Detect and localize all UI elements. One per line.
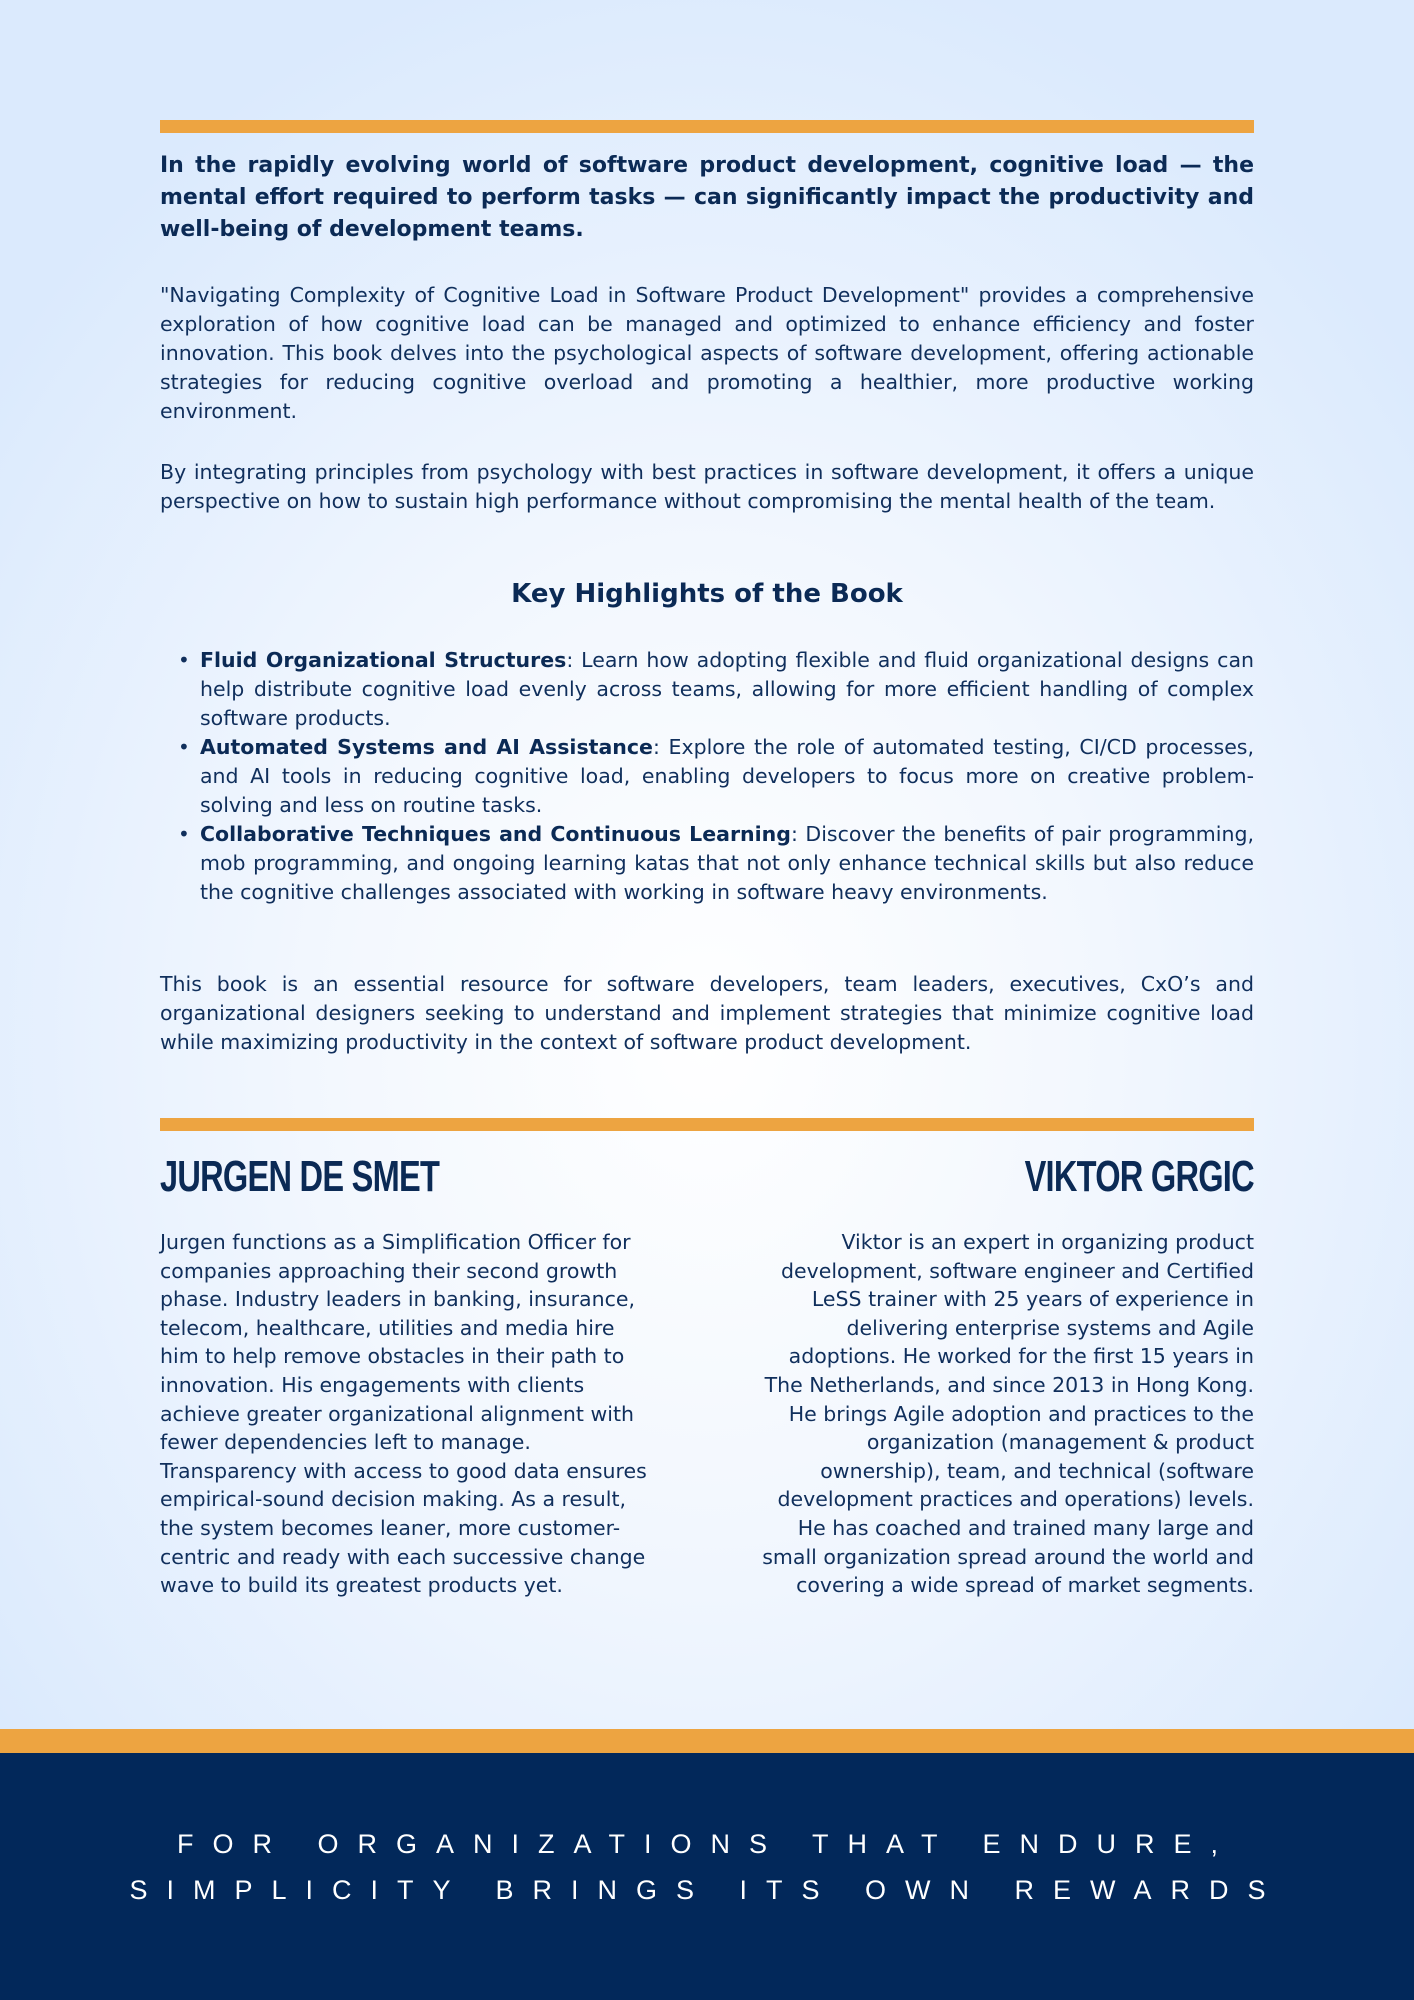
highlight-text: : Discover the benefits of pair programming, mob programming, and ongoing learning katas that not only enhance technical skills but also reduce the cognitive challenges associated with working in software heavy environments. — [200, 822, 1254, 904]
intro-paragraph-2: By integrating principles from psychology with best practices in software development, it offers a unique perspective on how to sustain high performance without compromising the mental health of the team. — [160, 460, 1254, 513]
top-accent-rule — [160, 120, 1254, 133]
intro-paragraph-1: "Navigating Complexity of Cognitive Load in Software Product Development" provides a comprehensive exploration of how cognitive load can be managed and optimized to enhance efficiency and foster innovation. This book delves into the psychological aspects of software development, offering actionable strategies for reducing cognitive overload and promoting a healthier, more productive working environment. — [160, 283, 1254, 423]
bullet-icon: • — [178, 822, 190, 846]
highlight-title: Collaborative Techniques and Continuous Learning — [200, 822, 791, 846]
author-bio-jurgen: Jurgen functions as a Simplification Officer for companies approaching their second growth phase. Industry leaders in banking, insurance, telecom, healthcare, utilities and media hire him to help remove obstacles in their path to innovation. His engagements with clients achieve greater organizational alignment with fewer dependencies left to manage. Transparency with access to good data ensures empirical-sound decision making. As a result, the system becomes leaner, more customer-centric and ready with each successive change wave to build its greatest products yet. — [160, 1230, 647, 1598]
highlight-text: : Learn how adopting flexible and fluid organizational designs can help distribute cognitive load evenly across teams, allowing for more efficient handling of complex software products. — [200, 648, 1254, 730]
intro-lead: In the rapidly evolving world of software product development, cognitive load — the mental effort required to perform tasks — can significantly impact the productivity and well-being of development teams. — [160, 153, 1254, 242]
bullet-icon: • — [178, 648, 190, 672]
author-bio-viktor: Viktor is an expert in organizing product development, software engineer and Certified LeSS trainer with 25 years of experience in delivering enterprise systems and Agile adoptions. He worked for the first 15 years in The Netherlands, and since 2013 in Hong Kong. He brings Agile adoption and practices to the organization (management & product ownership), team, and technical (software development practices and operations) levels. He has coached and trained many large and small organization spread around the world and covering a wide spread of market segments. — [762, 1230, 1254, 1598]
highlight-title: Fluid Organizational Structures — [200, 648, 567, 672]
list-item — [178, 820, 1254, 907]
highlight-text: : Explore the role of automated testing, CI/CD processes, and AI tools in reducing cognitive load, enabling developers to focus more on creative problem-solving and less on routine tasks. — [200, 735, 1254, 817]
bullet-icon: • — [178, 735, 190, 759]
footer-tagline-line-1: FOR ORGANIZATIONS THAT ENDURE, — [176, 1829, 1238, 1859]
list-item — [178, 646, 1254, 733]
footer-accent-stripe — [0, 1729, 1414, 1753]
middle-accent-rule — [160, 1118, 1254, 1131]
closing-paragraph: This book is an essential resource for software developers, team leaders, executives, CxO’s and organizational designers seeking to understand and implement strategies that minimize cognitive load while maximizing productivity in the context of software product development. — [160, 972, 1254, 1054]
highlights-list — [160, 646, 1254, 907]
author-name-jurgen: JURGEN DE SMET — [160, 1152, 440, 1201]
highlight-title: Automated Systems and AI Assistance — [200, 735, 653, 759]
list-item — [178, 733, 1254, 820]
highlights-heading: Key Highlights of the Book — [511, 579, 903, 609]
author-name-viktor: VIKTOR GRGIC — [1024, 1152, 1254, 1201]
footer-tagline-line-2: SIMPLICITY BRINGS ITS OWN REWARDS — [129, 1875, 1285, 1905]
